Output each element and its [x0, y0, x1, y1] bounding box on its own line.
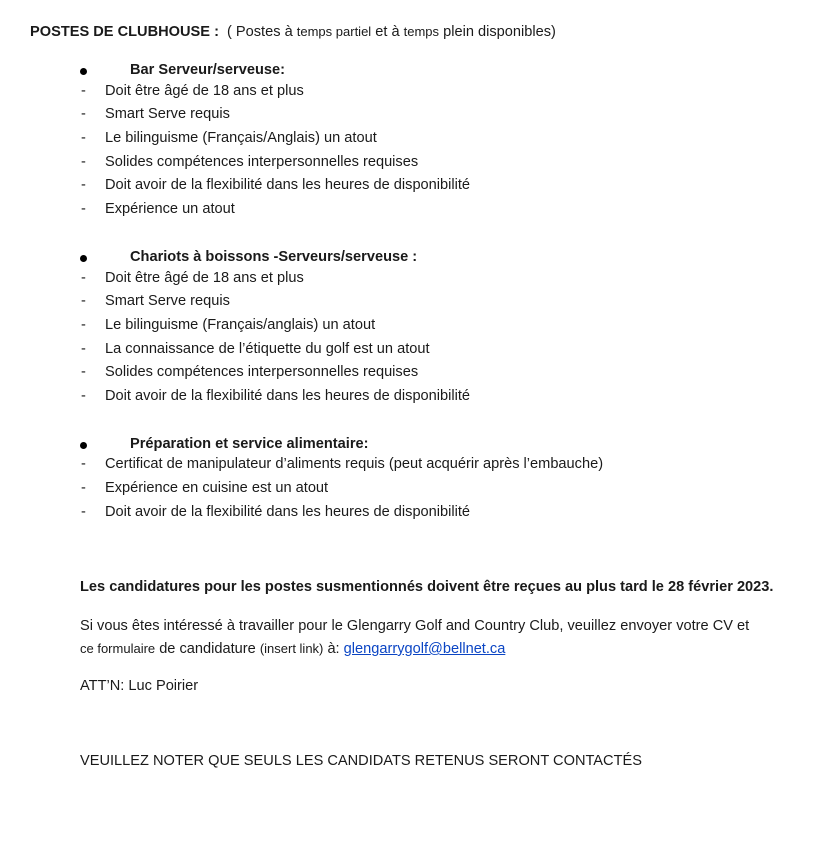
header-note-open: ( Postes à [227, 24, 297, 40]
header-note-small-1: temps partiel [296, 24, 372, 39]
list-item: Doit avoir de la flexibilité dans les heures de disponibilité [105, 504, 471, 520]
list-item: Certificat de manipulateur d’aliments requis (peut acquérir après l’embauche) [105, 456, 604, 472]
dash-icon: - [81, 364, 86, 380]
bullet-icon [80, 68, 87, 75]
list-item: Solides compétences interpersonnelles requises [105, 364, 419, 380]
section-title: Chariots à boissons -Serveurs/serveuse : [130, 249, 418, 265]
section-title: Bar Serveur/serveuse: [130, 62, 285, 78]
page-title: POSTES DE CLUBHOUSE : [30, 24, 219, 40]
contact-line-1: Si vous êtes intéressé à travailler pour le Glengarry Golf and Country Club, veuillez envoyer votre CV et [80, 618, 750, 634]
list-item: La connaissance de l’étiquette du golf est un atout [105, 341, 430, 357]
list-item: Le bilinguisme (Français/anglais) un atout [105, 317, 376, 333]
list-item: Doit avoir de la flexibilité dans les heures de disponibilité [105, 177, 471, 193]
list-item: Doit avoir de la flexibilité dans les heures de disponibilité [105, 388, 471, 404]
notice-text: VEUILLEZ NOTER QUE SEULS LES CANDIDATS RETENUS SERONT CONTACTÉS [80, 753, 642, 769]
dash-icon: - [81, 106, 86, 122]
list-item: Smart Serve requis [105, 293, 230, 309]
dash-icon: - [81, 201, 86, 217]
dash-icon: - [81, 480, 86, 496]
list-item: Smart Serve requis [105, 106, 230, 122]
list-item: Doit être âgé de 18 ans et plus [105, 270, 304, 286]
deadline-text: Les candidatures pour les postes susmentionnés doivent être reçues au plus tard le 28 février 2023. [80, 579, 774, 595]
bullet-icon [80, 442, 87, 449]
contact-line-2 [80, 641, 505, 657]
dash-icon: - [81, 83, 86, 99]
dash-icon: - [81, 504, 86, 520]
dash-icon: - [81, 154, 86, 170]
list-item: Doit être âgé de 18 ans et plus [105, 83, 304, 99]
list-item: Expérience en cuisine est un atout [105, 480, 329, 496]
list-item: Solides compétences interpersonnelles requises [105, 154, 419, 170]
attention-line: ATT’N: Luc Poirier [80, 678, 199, 694]
dash-icon: - [81, 341, 86, 357]
document-header [30, 24, 556, 40]
contact-text-small: ce formulaire [80, 641, 156, 656]
contact-text: à: [323, 641, 344, 657]
dash-icon: - [81, 317, 86, 333]
header-note-small-2: temps [403, 24, 440, 39]
email-link[interactable]: glengarrygolf@bellnet.ca [343, 641, 506, 657]
header-note-end: plein disponibles) [439, 24, 556, 40]
bullet-icon [80, 255, 87, 262]
dash-icon: - [81, 177, 86, 193]
list-item: Expérience un atout [105, 201, 235, 217]
dash-icon: - [81, 130, 86, 146]
contact-text: de candidature [155, 641, 260, 657]
header-note-mid: et à [371, 24, 404, 40]
dash-icon: - [81, 388, 86, 404]
dash-icon: - [81, 293, 86, 309]
section-title: Préparation et service alimentaire: [130, 436, 369, 452]
insert-link-text: (insert link) [259, 641, 324, 656]
dash-icon: - [81, 270, 86, 286]
list-item: Le bilinguisme (Français/Anglais) un atout [105, 130, 377, 146]
dash-icon: - [81, 456, 86, 472]
